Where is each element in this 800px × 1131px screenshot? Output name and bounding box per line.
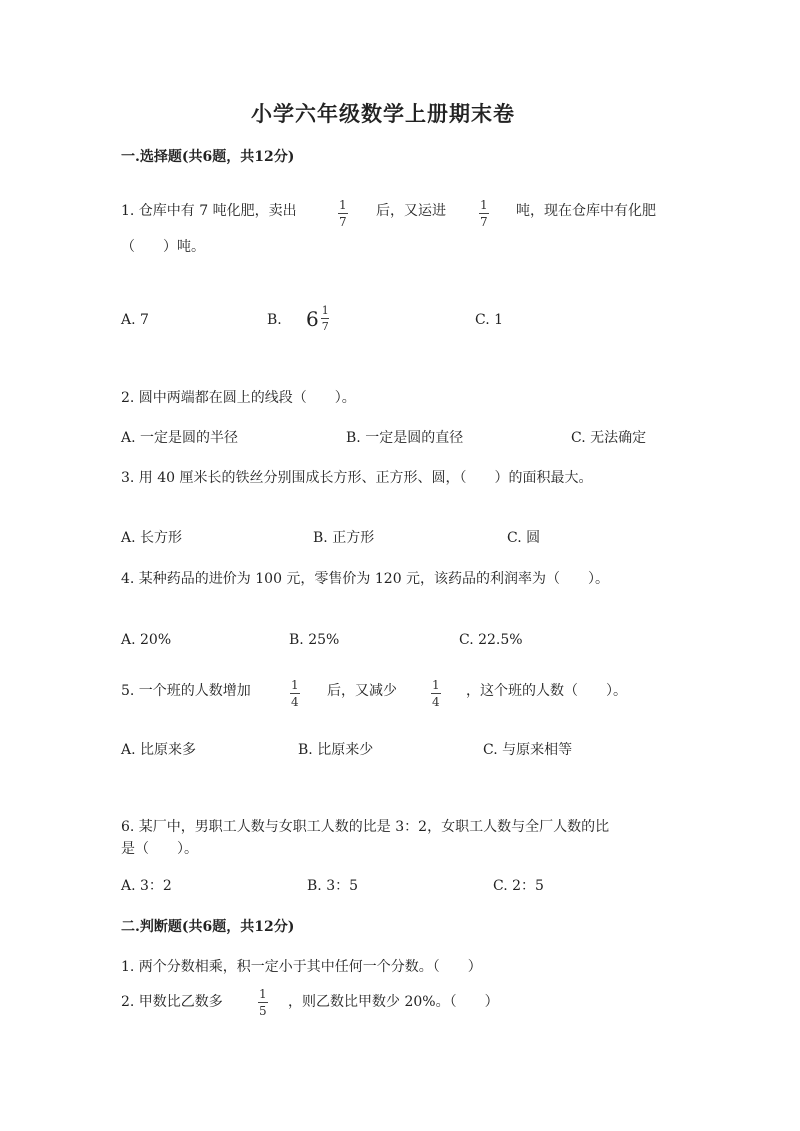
question-3-option-b: B. 正方形 — [313, 530, 375, 546]
question-6-option-c: C. 2：5 — [493, 878, 544, 894]
question-2-option-c: C. 无法确定 — [571, 430, 647, 446]
question-5-text-c: ，这个班的人数（ ）。 — [466, 683, 627, 699]
question-3-text: 3. 用 40 厘米长的铁丝分别围成长方形、正方形、圆，（ ）的面积最大。 — [121, 470, 593, 486]
question-6-option-b: B. 3：5 — [307, 878, 359, 894]
fraction-one-fourth — [289, 679, 301, 708]
question-5-text-b: 后，又减少 — [327, 683, 397, 699]
fraction-denominator: 7 — [339, 215, 347, 229]
fraction-numerator: 1 — [321, 304, 329, 317]
question-1-text-b: 后，又运进 — [376, 203, 446, 219]
question-5-option-b: B. 比原来少 — [298, 742, 374, 758]
section-heading-choice: 一.选择题(共6题，共12分) — [121, 149, 295, 165]
question-3-option-c: C. 圆 — [507, 530, 541, 546]
mixed-number-fraction — [320, 305, 331, 332]
fraction-numerator: 1 — [339, 198, 347, 212]
question-1-option-b-label: B. — [267, 312, 282, 328]
question-1-option-a: A. 7 — [121, 312, 149, 328]
question-4-option-c: C. 22.5% — [459, 632, 523, 648]
question-4-option-a: A. 20% — [121, 632, 172, 648]
question-5-option-c: C. 与原来相等 — [483, 742, 573, 758]
fraction-denominator: 4 — [291, 695, 299, 709]
fraction-numerator: 1 — [432, 678, 440, 692]
question-6-text-line2: 是（ ）。 — [121, 841, 198, 857]
judgement-1-text: 1. 两个分数相乘，积一定小于其中任何一个分数。（ ） — [121, 959, 482, 975]
fraction-numerator: 1 — [291, 678, 299, 692]
question-1-option-c: C. 1 — [475, 312, 504, 328]
mixed-number-six-and-one-seventh — [306, 305, 331, 332]
question-2-text: 2. 圆中两端都在圆上的线段（ ）。 — [121, 390, 356, 406]
fraction-one-fifth — [257, 988, 269, 1017]
fraction-one-seventh — [337, 199, 349, 228]
question-5-text-a: 5. 一个班的人数增加 — [121, 683, 251, 699]
question-6-text-line1: 6. 某厂中，男职工人数与女职工人数的比是 3：2，女职工人数与全厂人数的比 — [121, 819, 610, 835]
judgement-2-text-b: ，则乙数比甲数少 20%。（ ） — [288, 994, 499, 1010]
question-5-option-a: A. 比原来多 — [121, 742, 197, 758]
question-1-text-a: 1. 仓库中有 7 吨化肥，卖出 — [121, 203, 297, 219]
fraction-one-fourth — [430, 679, 442, 708]
fraction-numerator: 1 — [480, 198, 488, 212]
fraction-denominator: 7 — [321, 320, 329, 333]
fraction-denominator: 7 — [480, 215, 488, 229]
section-heading-true-false: 二.判断题(共6题，共12分) — [121, 919, 295, 935]
fraction-one-seventh — [478, 199, 490, 228]
question-1-text-c: 吨，现在仓库中有化肥 — [516, 203, 656, 219]
question-4-text: 4. 某种药品的进价为 100 元，零售价为 120 元，该药品的利润率为（ ）。 — [121, 571, 610, 587]
question-1-text-line2: （ ）吨。 — [121, 239, 205, 255]
question-2-option-b: B. 一定是圆的直径 — [346, 430, 464, 446]
fraction-denominator: 4 — [432, 695, 440, 709]
mixed-number-whole: 6 — [306, 306, 319, 331]
fraction-numerator: 1 — [259, 987, 267, 1001]
question-2-option-a: A. 一定是圆的半径 — [121, 430, 239, 446]
question-3-option-a: A. 长方形 — [121, 530, 183, 546]
question-6-option-a: A. 3：2 — [121, 878, 172, 894]
page-title: 小学六年级数学上册期末卷 — [251, 101, 515, 126]
fraction-denominator: 5 — [259, 1004, 267, 1018]
question-4-option-b: B. 25% — [289, 632, 340, 648]
judgement-2-text-a: 2. 甲数比乙数多 — [121, 994, 223, 1010]
